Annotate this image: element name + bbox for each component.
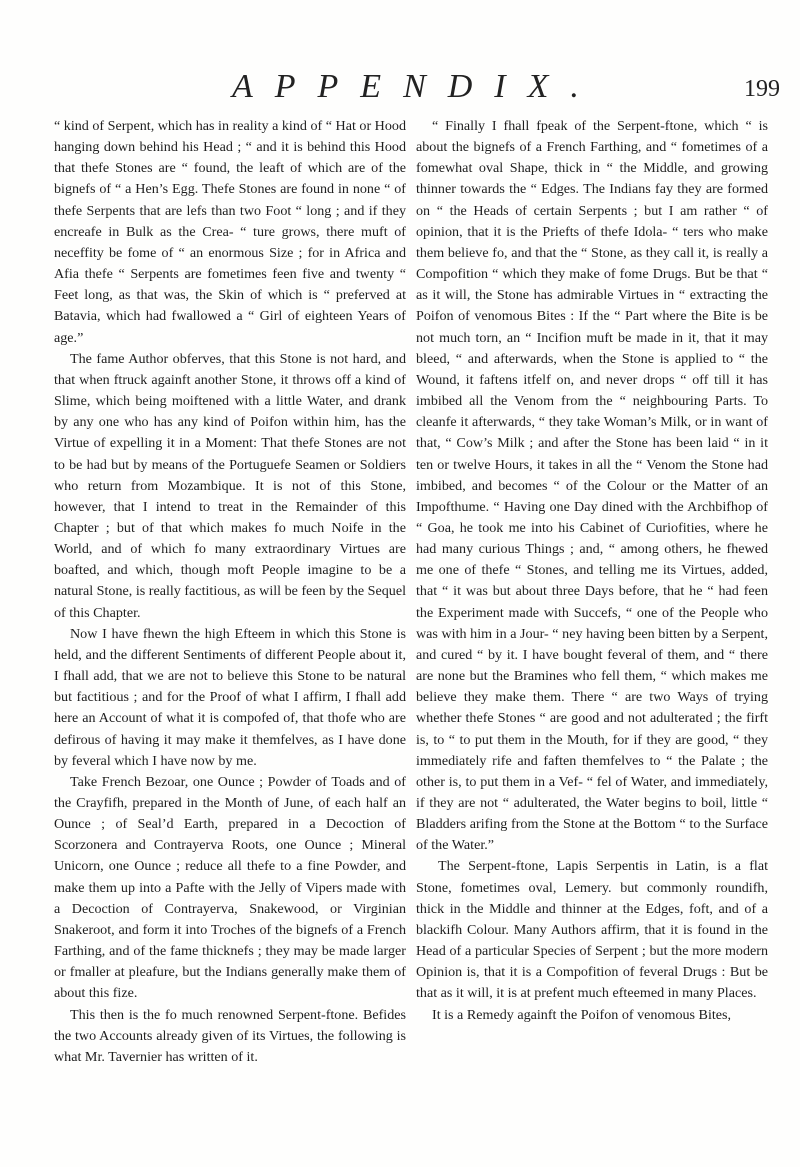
running-title: APPENDIX. xyxy=(232,68,601,105)
right-column xyxy=(416,116,768,1026)
paragraph-lemery: The Serpent-ftone, Lapis Serpentis in Latin, is a flat Stone, fometimes oval, Lemery. but commonly roundifh, thick in the Middle and thinner at the Edges, foft, and of a blackifh Colour. Many Authors affirm, that it is found in the Head of a particular Species of Serpent ; but the more modern Opinion is, that it is a Compofition of feveral Drugs : But be that as it will, it is at prefent much efteemed in many Places. xyxy=(416,858,768,1002)
paragraph-quote-continuation: “ kind of Serpent, which has in reality a kind of “ Hat or Hood hanging down behind his Head ; “ and it is behind this Hood that thefe Stones are “ found, the leaft of which are of the bignefs of “ a Hen’s Egg. Thefe Stones are found in none “ of thefe Serpents that are lefs than two Foot “ long ; and if they encreafe in Bulk as the Crea- “ ture grows, there muft of neceffity be fome of “ an enormous Size ; for in Africa and Afia thefe “ Serpents are fometimes feen five and twenty “ Feet long, as that was, the Skin of which is “ preferved at Batavia, which had fwallowed a “ Girl of eighteen Years of age.” xyxy=(54,118,406,346)
paragraph-remedy: It is a Remedy againft the Poifon of venomous Bites, xyxy=(432,1006,732,1023)
left-column xyxy=(54,116,406,1068)
paragraph-factitious: Now I have fhewn the high Efteem in which this Stone is held, and the different Sentiments of different People about it, I fhall add, that we are not to believe this Stone to be natural but factitious ; and for the Proof of what I affirm, I fhall add here an Account of what it is compofed of, that thofe who are defirous of having it may make it themfelves, as I have done by feveral which I have now by me. xyxy=(54,625,406,769)
paragraph-stone-properties: The fame Author obferves, that this Stone is not hard, and that when ftruck againft another Stone, it throws off a kind of Slime, which being moiftened with a little Water, and drank by any one who has any kind of Poifon within him, has the Virtue of expelling it in a Moment: That thefe Stones are not to be had but by means of the Portuguefe Seamen or Soldiers who return from Mozambique. It is not of this Stone, however, that I intend to treat in the Remainder of this Chapter ; but of that which makes fo much Noife in the World, and of which fo many extraordinary Virtues are boafted, and which, though moft People imagine to be a natural Stone, is really factitious, as will be feen by the Sequel of this Chapter. xyxy=(54,350,406,621)
page-number: 199 xyxy=(744,76,780,102)
paragraph-tavernier-intro: This then is the fo much renowned Serpent-ftone. Befides the two Accounts already given of its Virtues, the following is what Mr. Tavernier has written of it. xyxy=(54,1006,406,1065)
paragraph-tavernier-quote: “ Finally I fhall fpeak of the Serpent-ftone, which “ is about the bignefs of a French Farthing, and “ fometimes of a fomewhat oval Shape, thick in “ the Middle, and growing thinner towards the “ Edges. The Indians fay they are formed on “ the Heads of certain Serpents ; but I am rather “ of opinion, that it is the Priefts of thefe Idola- “ ters who make them believe fo, and that the “ Stone, as they call it, is really a Compofition “ which they make of fome Drugs. But be that “ as it will, the Stone has admirable Virtues in “ extracting the Poifon of venomous Bites : If the “ Part where the Bite is be not much torn, an “ Incifion muft be made in it, that it may bleed, “ and afterwards, when the Stone is applied to “ the Wound, it faftens itfelf on, and never drops “ off till it has imbibed all the Venom from the “ neighbouring Parts. To cleanfe it afterwards, “ they take Woman’s Milk, or in want of that, “ Cow’s Milk ; and after the Stone has been laid “ in it ten or twelve Hours, it takes in all the “ Venom the Stone had imbibed, and becomes “ of the Colour or the Matter of an Impofthume. “ Having one Day dined with the Archbifhop of “ Goa, he took me into his Cabinet of Curiofities, where he had many curious Things ; and, “ among others, he fhewed me one of thefe “ Stones, and telling me its Virtues, added, that “ it was but about three Days before, that he “ had feen the Experiment made with Succefs, “ one of the People who was with him in a Jour- “ ney having been bitten by a Serpent, and cured “ by it. I have bought feveral of them, and “ there are none but the Bramines who fell them, “ which makes me believe they make them. There “ are two Ways of trying whether thefe Stones “ are good and not adulterated ; the firft is, to “ to put them in the Mouth, for if they are good, “ they immediately rife and faften themfelves to “ the Palate ; the other is, to put them in a Vef- “ fel of Water, and immediately, if they are not “ adulterated, the Water begins to boil, little “ Bladders arifing from the Stone at the Bottom “ to the Surface of the Water.” xyxy=(416,118,768,854)
paragraph-recipe: Take French Bezoar, one Ounce ; Powder of Toads and of the Crayfifh, prepared in the Month of June, of each half an Ounce ; of Seal’d Earth, prepared in a Decoction of Scorzonera and Contrayerva Roots, one Ounce ; Mineral Unicorn, one Ounce ; reduce all thefe to a fine Powder, and make them up into a Pafte with the Jelly of Vipers made with a Decoction of Contrayerva, Snakewood, or Virginian Snakeroot, and form it into Troches of the bignefs of a French Farthing, and of the fame thicknefs ; they may be made larger or fmaller at pleafure, but the Indians generally make them of about this fize. xyxy=(54,773,406,1002)
